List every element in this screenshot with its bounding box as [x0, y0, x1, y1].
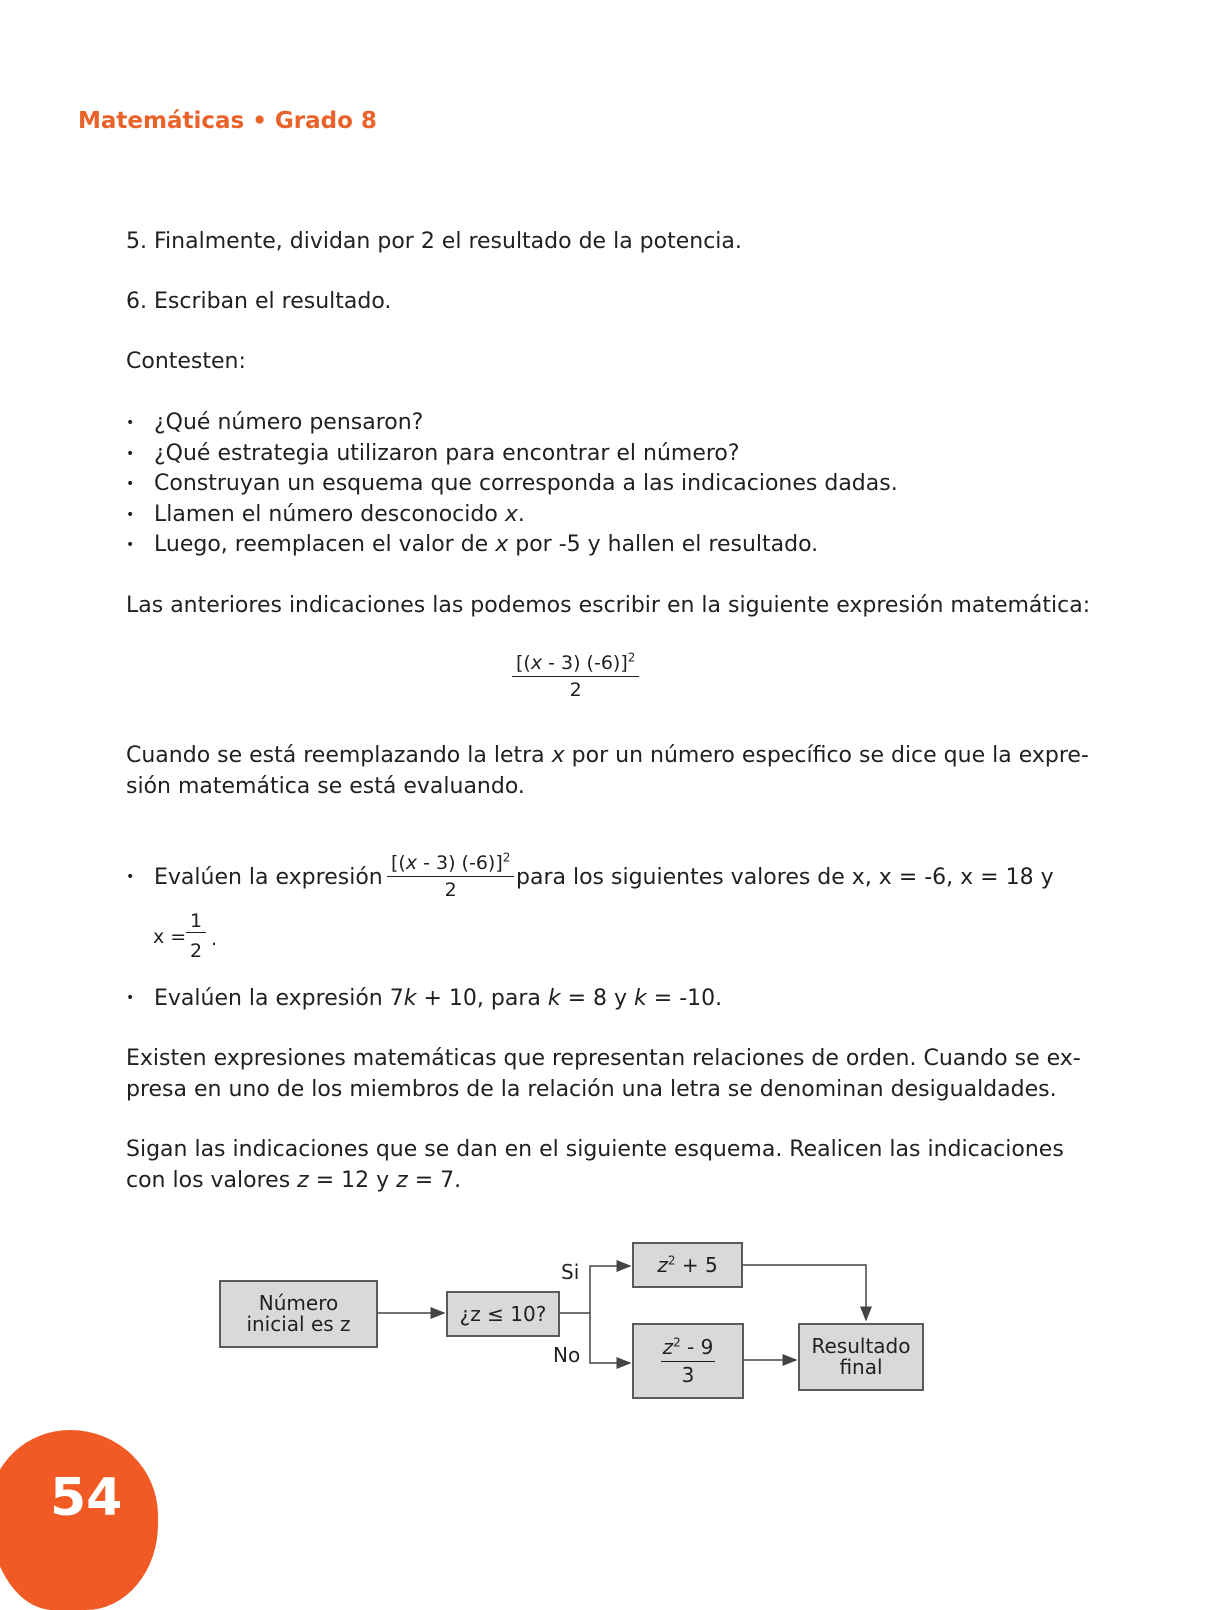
paragraph-scheme-line1: Sigan las indicaciones que se dan en el siguiente esquema. Realicen las indicaciones	[126, 1137, 1064, 1162]
formula-numerator: [(x - 3) (-6)]$^2$	[387, 852, 514, 877]
formula-numerator: [(x - 3) (-6)]$^2$	[512, 652, 639, 677]
list-item: • Construyan un esquema que corresponda a las indicaciones dadas.	[126, 469, 898, 500]
paragraph-inequalities-line2: presa en uno de los miembros de la relación una letra se denominan desigualdades.	[126, 1077, 1057, 1102]
no-operation-box: $z^2 - 9$ 3	[632, 1323, 744, 1399]
no-label: No	[553, 1343, 581, 1367]
grade-label: Grado 8	[274, 108, 377, 134]
formula-denominator: 2	[444, 879, 457, 901]
result-box: Resultado final	[798, 1323, 924, 1391]
eval-item-2: • Evalúen la expresión 7k + 10, para k = 8 y k = -10.	[126, 983, 722, 1014]
list-item: • ¿Qué estrategia utilizaron para encontrar el número?	[126, 439, 898, 470]
page-number: 54	[50, 1468, 123, 1528]
bullet-icon: •	[126, 445, 135, 462]
paragraph-evaluation-line1: Cuando se está reemplazando la letra x por un número específico se dice que la expre-	[126, 743, 1089, 768]
step-number: 5.	[126, 229, 147, 254]
paragraph-intro-expression: Las anteriores indicaciones las podemos escribir en la siguiente expresión matemática:	[126, 593, 1091, 618]
paragraph-evaluation-line2: sión matemática se está evaluando.	[126, 774, 525, 799]
header-separator: •	[252, 108, 267, 134]
bullet-icon: •	[126, 869, 135, 885]
yes-operation-box: $z^2 + 5$	[632, 1242, 743, 1288]
list-item: • Llamen el número desconocido x.	[126, 500, 898, 531]
contesten-heading: Contesten:	[126, 349, 246, 374]
bullet-icon: •	[126, 415, 135, 431]
list-item: • ¿Qué número pensaron?	[126, 408, 898, 439]
bullet-icon: •	[126, 537, 135, 553]
yes-label: Si	[561, 1260, 580, 1284]
arrow-no-branch	[590, 1313, 630, 1363]
paragraph-scheme-line2: con los valores z = 12 y z = 7.	[126, 1168, 462, 1193]
formula-denominator: 2	[569, 679, 582, 701]
start-box: Número inicial es z	[219, 1280, 378, 1348]
bullet-icon: •	[126, 990, 135, 1006]
arrow-yes-to-result	[742, 1265, 866, 1320]
subject-label: Matemáticas	[78, 108, 245, 134]
list-item: • Luego, reemplacen el valor de x por -5 y hallen el resultado.	[126, 530, 898, 561]
bullet-icon: •	[126, 476, 135, 492]
step-text: Escriban el resultado.	[154, 289, 392, 314]
step-text: Finalmente, dividan por 2 el resultado de la potencia.	[154, 229, 742, 254]
paragraph-inequalities-line1: Existen expresiones matemáticas que representan relaciones de orden. Cuando se ex-	[126, 1046, 1081, 1071]
arrow-yes-branch	[590, 1266, 630, 1313]
bullet-icon: •	[126, 506, 135, 523]
step-number: 6.	[126, 289, 147, 314]
decision-box: ¿z ≤ 10?	[446, 1291, 560, 1337]
